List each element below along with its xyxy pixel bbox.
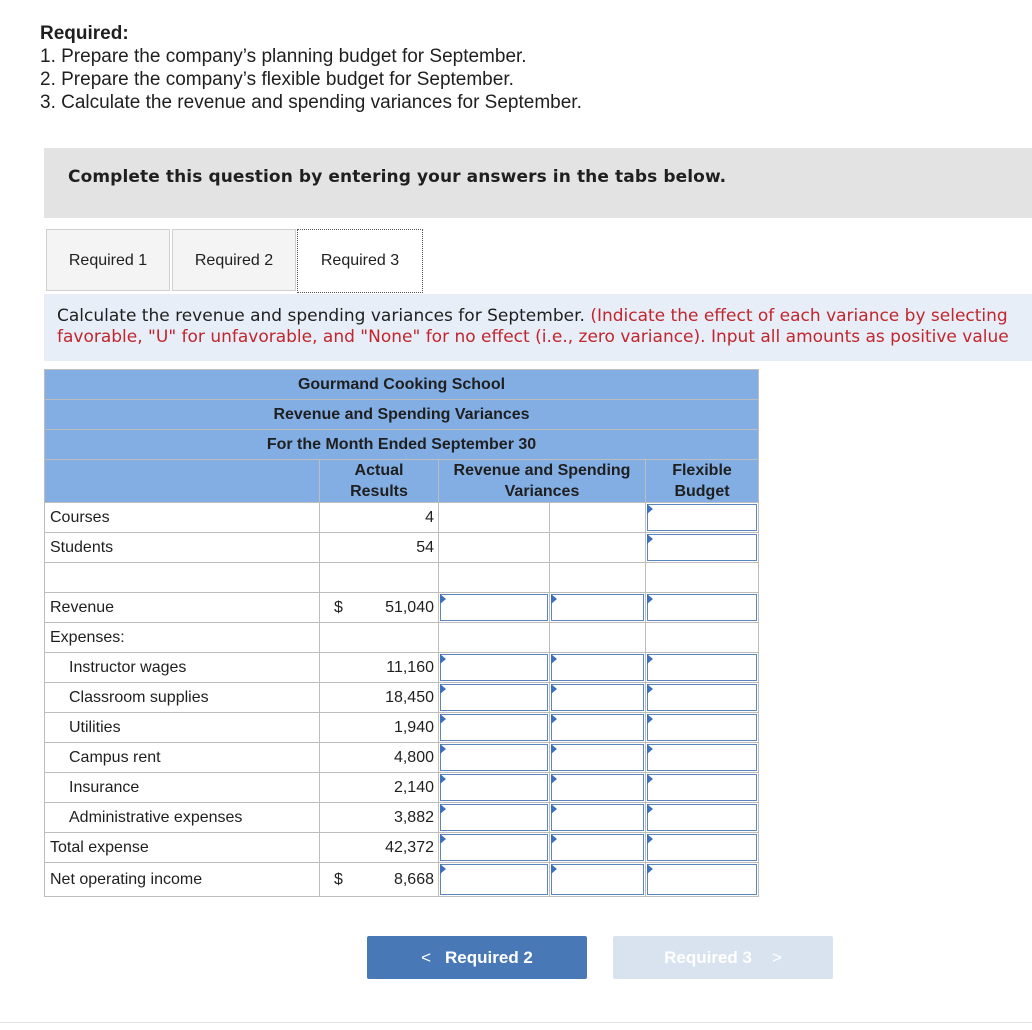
table-row-expense bbox=[45, 803, 759, 833]
actual-value: 54 bbox=[320, 533, 439, 563]
actual-value: $ 8,668 bbox=[320, 863, 439, 897]
variance-effect-select[interactable] bbox=[550, 803, 646, 833]
instruction-note-2: favorable, "U" for unfavorable, and "None" for no effect (i.e., zero variance). Input all amounts as positive value bbox=[57, 327, 1009, 347]
table-row-blank bbox=[45, 563, 759, 593]
table-row-expense bbox=[45, 773, 759, 803]
variance-effect-select[interactable] bbox=[550, 773, 646, 803]
row-label: Courses bbox=[45, 503, 320, 533]
table-row-revenue bbox=[45, 593, 759, 623]
flexible-budget-input[interactable] bbox=[646, 863, 759, 897]
flexible-budget-input[interactable] bbox=[646, 503, 759, 533]
variance-amount-input[interactable] bbox=[439, 773, 550, 803]
variance-effect-select[interactable] bbox=[550, 863, 646, 897]
flexible-budget-input[interactable] bbox=[646, 743, 759, 773]
required-item-3: 3. Calculate the revenue and spending variances for September. bbox=[40, 92, 582, 113]
actual-value: 18,450 bbox=[320, 683, 439, 713]
chevron-right-icon: > bbox=[771, 948, 782, 967]
variance-amount-input[interactable] bbox=[439, 713, 550, 743]
chevron-left-icon: < bbox=[421, 948, 432, 967]
variance-amount-input[interactable] bbox=[439, 653, 550, 683]
actual-value: 3,882 bbox=[320, 803, 439, 833]
variance-effect-select[interactable] bbox=[550, 713, 646, 743]
prev-button[interactable] bbox=[367, 936, 587, 979]
report-title: Revenue and Spending Variances bbox=[45, 400, 759, 430]
row-label: Instructor wages bbox=[45, 653, 320, 683]
currency-symbol: $ bbox=[334, 598, 343, 616]
flexible-budget-input[interactable] bbox=[646, 533, 759, 563]
required-heading: Required: bbox=[40, 23, 129, 44]
variance-effect-select[interactable] bbox=[550, 743, 646, 773]
table-row-expense bbox=[45, 653, 759, 683]
table-row-net-income bbox=[45, 863, 759, 897]
table-row-courses bbox=[45, 503, 759, 533]
variance-amount-input[interactable] bbox=[439, 593, 550, 623]
instruction-note-1: (Indicate the effect of each variance by selecting bbox=[590, 306, 1008, 326]
company-name: Gourmand Cooking School bbox=[45, 370, 759, 400]
variance-amount-input[interactable] bbox=[439, 743, 550, 773]
row-label: Administrative expenses bbox=[45, 803, 320, 833]
divider bbox=[0, 1022, 1032, 1023]
report-period: For the Month Ended September 30 bbox=[45, 430, 759, 460]
variance-amount-input[interactable] bbox=[439, 863, 550, 897]
row-label: Utilities bbox=[45, 713, 320, 743]
actual-value: 4,800 bbox=[320, 743, 439, 773]
label-column-header bbox=[45, 460, 320, 503]
flexible-budget-header: Flexible Budget bbox=[646, 460, 759, 503]
table-row-expense bbox=[45, 683, 759, 713]
variance-effect-select[interactable] bbox=[550, 653, 646, 683]
required-item-1: 1. Prepare the company’s planning budget for September. bbox=[40, 46, 527, 67]
currency-symbol: $ bbox=[334, 870, 343, 888]
table-row-total-expense bbox=[45, 833, 759, 863]
prev-button-label: Required 2 bbox=[445, 948, 533, 967]
variance-amount-input[interactable] bbox=[439, 803, 550, 833]
variance-amount-input[interactable] bbox=[439, 683, 550, 713]
row-label: Total expense bbox=[45, 833, 320, 863]
table-row-students bbox=[45, 533, 759, 563]
required-item-2: 2. Prepare the company’s flexible budget for September. bbox=[40, 69, 514, 90]
row-label: Insurance bbox=[45, 773, 320, 803]
row-label: Students bbox=[45, 533, 320, 563]
row-label: Net operating income bbox=[45, 863, 320, 897]
actual-value: 11,160 bbox=[320, 653, 439, 683]
variance-amount-input[interactable] bbox=[439, 833, 550, 863]
next-button bbox=[613, 936, 833, 979]
tab-required-3[interactable]: Required 3 bbox=[297, 229, 423, 293]
flexible-budget-input[interactable] bbox=[646, 713, 759, 743]
instruction-banner bbox=[44, 148, 1032, 218]
actual-value: 1,940 bbox=[320, 713, 439, 743]
actual-value: 42,372 bbox=[320, 833, 439, 863]
row-label: Campus rent bbox=[45, 743, 320, 773]
next-button-label: Required 3 bbox=[664, 948, 752, 967]
variance-effect-select[interactable] bbox=[550, 833, 646, 863]
variance-effect-select[interactable] bbox=[550, 683, 646, 713]
flexible-budget-input[interactable] bbox=[646, 653, 759, 683]
table-row-expenses-heading bbox=[45, 623, 759, 653]
flexible-budget-input[interactable] bbox=[646, 773, 759, 803]
banner-text: Complete this question by entering your answers in the tabs below. bbox=[68, 167, 727, 187]
variance-table bbox=[44, 369, 759, 897]
flexible-budget-input[interactable] bbox=[646, 803, 759, 833]
row-label: Revenue bbox=[45, 593, 320, 623]
variances-header: Revenue and Spending Variances bbox=[439, 460, 646, 503]
actual-value: 2,140 bbox=[320, 773, 439, 803]
actual-value: 4 bbox=[320, 503, 439, 533]
tab-required-1[interactable]: Required 1 bbox=[46, 229, 170, 291]
question-instructions bbox=[44, 294, 1032, 361]
variance-effect-select[interactable] bbox=[550, 593, 646, 623]
tab-required-2[interactable]: Required 2 bbox=[172, 229, 296, 291]
instruction-text: Calculate the revenue and spending variances for September. bbox=[57, 306, 585, 326]
flexible-budget-input[interactable] bbox=[646, 833, 759, 863]
actual-value: $ 51,040 bbox=[320, 593, 439, 623]
actual-results-header: Actual Results bbox=[320, 460, 439, 503]
flexible-budget-input[interactable] bbox=[646, 683, 759, 713]
table-row-expense bbox=[45, 713, 759, 743]
flexible-budget-input[interactable] bbox=[646, 593, 759, 623]
row-label: Classroom supplies bbox=[45, 683, 320, 713]
table-row-expense bbox=[45, 743, 759, 773]
required-section bbox=[40, 22, 582, 114]
row-label: Expenses: bbox=[45, 623, 320, 653]
